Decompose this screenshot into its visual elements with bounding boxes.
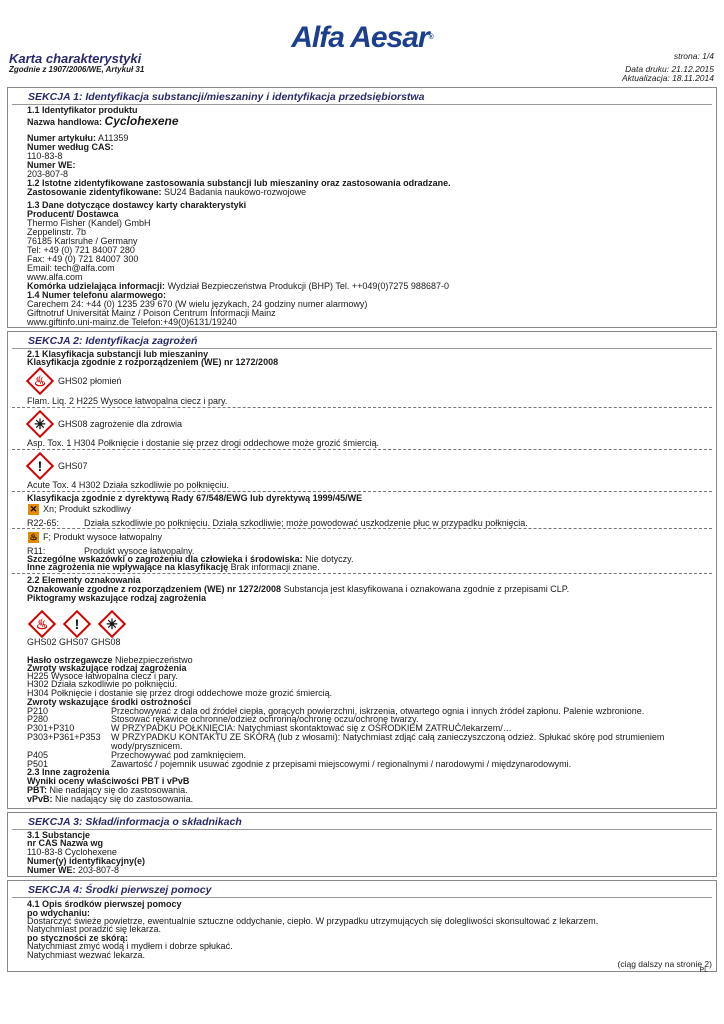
skin-label: po styczności ze skórą: bbox=[27, 933, 129, 943]
vpvb-result: vPvB: Nie nadający się do zastosowania. bbox=[27, 794, 194, 804]
we-number: Numer WE: 203-807-8 bbox=[27, 865, 120, 875]
update-date: Aktualizacja: 18.11.2014 bbox=[622, 73, 714, 83]
prec-code: P280 bbox=[27, 714, 49, 724]
cas-name-value: 110-83-8 Cyclohexene bbox=[27, 847, 117, 857]
section-1 bbox=[7, 87, 717, 328]
trade-name: Nazwa handlowa: Cyclohexene bbox=[27, 114, 179, 128]
r22-65-text: Działa szkodliwie po połknięciu. Działa szkodliwie; może powodować uszkodzenie płuc w przypadku połknięcia. bbox=[84, 518, 528, 528]
trade-name-value: Cyclohexene bbox=[104, 114, 179, 128]
prec-text: Stosować rękawice ochronne/odzież ochronną/ochronę oczu/ochronę twarzy. bbox=[111, 714, 419, 724]
heading-3-1: 3.1 Substancje bbox=[27, 830, 91, 840]
prec-code: P405 bbox=[27, 750, 49, 760]
heading-4-1: 4.1 Opis środków pierwszej pomocy bbox=[27, 899, 182, 909]
continued-note: (ciąg dalszy na stronie 2) bbox=[617, 959, 712, 969]
prec-code: P303+P361+P353 bbox=[27, 732, 101, 742]
heading-1-4: 1.4 Numer telefonu alarmowego: bbox=[27, 290, 167, 300]
dsd-classification-label: Klasyfikacja zgodnie z dyrektywą Rady 67/548/EWG lub dyrektywą 1999/45/WE bbox=[27, 493, 363, 503]
clp-classification-label: Klasyfikacja zgodnie z rozporządzeniem (WE) nr 1272/2008 bbox=[27, 357, 279, 367]
skin-line: Natychmiast wezwać lekarza. bbox=[27, 950, 146, 960]
heading-1-3: 1.3 Dane dotyczące dostawcy karty charakterystyki bbox=[27, 200, 247, 210]
section-1-title: SEKCJA 1: Identyfikacja substancji/mieszaniny i identyfikacja przedsiębiorstwa bbox=[28, 91, 425, 103]
cas-label: Numer według CAS: bbox=[27, 142, 114, 152]
acute-classification: Acute Tox. 4 H302 Działa szkodliwie po połknięciu. bbox=[27, 480, 229, 490]
prec-text: Przechowywać pod zamknięciem. bbox=[111, 750, 247, 760]
language-code: PL bbox=[699, 967, 708, 974]
prec-text: W PRZYPADKU POŁKNIĘCIA: Natychmiast skontaktować się z OŚRODKIEM ZATRUĆ/lekarzem/… bbox=[111, 723, 512, 733]
precautionary-label: Zwroty wskazujące środki ostrożności bbox=[27, 697, 192, 707]
heading-2-3: 2.3 Inne zagrożenia bbox=[27, 767, 110, 777]
supplier-line: Fax: +49 (0) 721 84007 300 bbox=[27, 254, 139, 264]
hazard-statements-label: Zwroty wskazujące rodzaj zagrożenia bbox=[27, 663, 187, 673]
cas-value: 110-83-8 bbox=[27, 151, 63, 161]
emergency-line[interactable]: www.giftinfo.uni-mainz.de Telefon:+49(0)6131/19240 bbox=[27, 317, 237, 327]
heading-1-1: 1.1 Identyfikator produktu bbox=[27, 105, 138, 115]
section-2-title: SEKCJA 2: Identyfikacja zagrożeń bbox=[28, 335, 198, 347]
r11-text: Produkt wysoce łatwopalny. bbox=[84, 546, 195, 556]
page-number: strona: 1/4 bbox=[673, 51, 714, 61]
we-value: 203-807-8 bbox=[27, 169, 69, 179]
signal-word: Hasło ostrzegawcze Niebezpieczeństwo bbox=[27, 655, 193, 665]
xn-label: Xn; Produkt szkodliwy bbox=[43, 504, 132, 514]
prec-code: P210 bbox=[27, 706, 49, 716]
emergency-line: Carechem 24: +44 (0) 1235 239 670 (W wielu językach, 24 godziny numer alarmowy) bbox=[27, 299, 368, 309]
pbt-heading: Wyniki oceny właściwości PBT i vPvB bbox=[27, 776, 190, 786]
article-number: Numer artykułu: A11359 bbox=[27, 133, 129, 143]
we-label: Numer WE: bbox=[27, 160, 76, 170]
section-4-title: SEKCJA 4: Środki pierwszej pomocy bbox=[28, 884, 212, 896]
identified-use: Zastosowanie zidentyfikowane: SU24 Badania naukowo-rozwojowe bbox=[27, 187, 307, 197]
prec-code: P301+P310 bbox=[27, 723, 75, 733]
supplier-line: Thermo Fisher (Kandel) GmbH bbox=[27, 218, 151, 228]
supplier-label: Producent/ Dostawca bbox=[27, 209, 119, 219]
pictogram-codes: GHS02 GHS07 GHS08 bbox=[27, 637, 121, 647]
hazard-statement: H304 Połknięcie i dostanie się przez drogi oddechowe może grozić śmiercią. bbox=[27, 688, 333, 698]
prec-code: P501 bbox=[27, 759, 49, 769]
info-unit: Komórka udzielająca informacji: Wydział Bezpieczeństwa Produkcji (BHP) Tel. ++049(0)7275 988687-0 bbox=[27, 281, 449, 291]
section-3-title: SEKCJA 3: Skład/informacja o składnikach bbox=[28, 816, 242, 828]
hazard-statement: H225 Wysoce łatwopalna ciecz i pary. bbox=[27, 671, 178, 681]
f-label: F; Produkt wysoce łatwopalny bbox=[43, 532, 163, 542]
heading-2-2: 2.2 Elementy oznakowania bbox=[27, 575, 141, 585]
section-3 bbox=[7, 812, 717, 877]
document-subtitle: Zgodnie z 1907/2006/WE, Artykuł 31 bbox=[9, 65, 145, 74]
r22-65-code: R22-65: bbox=[27, 518, 60, 528]
ghs08-label: GHS08 zagrożenie dla zdrowia bbox=[58, 419, 183, 429]
supplier-email[interactable]: Email: tech@alfa.com bbox=[27, 263, 115, 273]
prec-text: W PRZYPADKU KONTAKTU ZE SKÓRĄ (lub z włosami): Natychmiast zdjąć całą zanieczyszczoną odzież. Spłukać skórę pod strumieniem bbox=[111, 732, 665, 742]
inhalation-line: Dostarczyć świeże powietrze, ewentualnie sztuczne oddychanie, ciepło. W przypadku utrzymujących się dolegliwości skonsultować z lekarzem. bbox=[27, 916, 599, 926]
supplier-line: Zeppelinstr. 7b bbox=[27, 227, 87, 237]
heading-2-1: 2.1 Klasyfikacja substancji lub mieszaniny bbox=[27, 349, 209, 359]
ghs02-label: GHS02 płomień bbox=[58, 376, 122, 386]
special-hazards: Szczególne wskazówki o zagrożeniu dla człowieka i środowiska: Nie dotyczy. bbox=[27, 554, 354, 564]
asp-classification: Asp. Tox. 1 H304 Połknięcie i dostanie się przez drogi oddechowe może grozić śmiercią. bbox=[27, 438, 380, 448]
prec-text: wody/prysznicem. bbox=[111, 741, 183, 751]
ghs07-label: GHS07 bbox=[58, 461, 88, 471]
print-date: Data druku: 21.12.2015 bbox=[625, 64, 714, 74]
document-title: Karta charakterystyki bbox=[9, 51, 142, 66]
supplier-line: Tel: +49 (0) 721 84007 280 bbox=[27, 245, 135, 255]
supplier-line: 76185 Karlsruhe / Germany bbox=[27, 236, 138, 246]
xn-harmful-icon: ✕ bbox=[29, 504, 38, 514]
section-2: SEKCJA 2: Identyfikacja zagrożeń 2.1 Klasyfikacja substancji lub mieszaniny Klasyfikacja zgodnie z rozporządzeniem (WE) nr 1272/2008 ♨ GHS02 płomień Flam. Liq. 2 H225 Wysoce łatwopalna ciecz i pary. ✳ GHS08 zagrożenie dla zdrowia Asp. Tox. 1 H304 Połknięcie i dostanie się przez drogi oddechowe może grozić śmiercią. ! GHS07 Acute Tox. 4 H302 Działa szkodliwie po połknięciu. Klasyfikacja zgodnie z dyrektywą Rady 67/548/EWG lub dyrektywą 1999/45/WE ✕ Xn; Produkt szkodliwy R22-65: Działa szkodliwie po połknięciu. Działa szkodliwie; może powodować uszkodzenie płuc w przypadku połknięcia. ♨ F; Produkt wysoce łatwopalny R11: Produkt wysoce łatwopalny. Szczególne wskazówki o zagrożeniu dla człowieka i środowiska: Nie dotyczy. Inne zagrożenia nie wpływające na klasyfikację Brak informacji znane. 2.2 Elementy oznakowania Oznakowanie zgodne z rozporządzeniem (WE) nr 1272/2008 Substancja jest klasyfikowana i oznakowana zgodnie z przepisami CLP. Piktogramy wskazujące rodzaj zagrożenia ♨ ! ✳ GHS02 GHS07 GHS08 Hasło ostrzegawcze Niebezpieczeństwo Zwroty wskazujące rodzaj zagrożenia H225 Wysoce łatwopalna ciecz i pary. H302 Działa szkodliwie po połknięciu. H304 Połknięcie i dostanie się przez drogi oddechowe może grozić śmiercią. Zwroty wskazujące środki ostrożności P210 Przechowywać z dala od źródeł ciepła, gorących powierzchni, iskrzenia, otwartego ognia i innych źródeł zapłonu. Palenie wzbronione. P280 Stosować rękawice ochronne/odzież ochronną/ochronę oczu/ochronę twarzy. P301+P310 W PRZYPADKU POŁKNIĘCIA: Natychmiast skontaktować się z OŚRODKIEM ZATRUĆ/lekarzem/… P303+P361+P353 W PRZYPADKU KONTAKTU ZE SKÓRĄ (lub z włosami): Natychmiast zdjąć całą zanieczyszczoną odzież. Spłukać skórę pod strumieniem wody/prysznicem. P405 Przechowywać pod zamknięciem. P501 Zawartość / pojemnik usuwać zgodnie z przepisami miejscowymi / regionalnymi / narodowymi / międzynarodowymi. 2.3 Inne zagrożenia Wyniki oceny właściwości PBT i vPvB PBT: Nie nadający się do zastosowania. vPvB: Nie nadający się do zastosowania. bbox=[7, 331, 717, 809]
company-logo: Alfa Aesar® bbox=[291, 21, 433, 54]
cas-name-label: nr CAS Nazwa wg bbox=[27, 838, 104, 848]
section-4 bbox=[7, 880, 717, 972]
emergency-line: Giftnotruf Universität Mainz / Poison Centrum Informacji Mainz bbox=[27, 308, 276, 318]
skin-line: Natychmiast zmyć wodą i mydłem i dobrze spłukać. bbox=[27, 941, 233, 951]
inhalation-label: po wdychaniu: bbox=[27, 908, 90, 918]
supplier-website[interactable]: www.alfa.com bbox=[27, 272, 83, 282]
r11-code: R11: bbox=[27, 546, 46, 556]
f-flammable-icon: ♨ bbox=[29, 532, 38, 542]
heading-1-2: 1.2 Istotne zidentyfikowane zastosowania substancji lub mieszaniny oraz zastosowania odradzane. bbox=[27, 178, 451, 188]
other-hazards: Inne zagrożenia nie wpływające na klasyfikację Brak informacji znane. bbox=[27, 562, 320, 572]
prec-text: Zawartość / pojemnik usuwać zgodnie z przepisami miejscowymi / regionalnymi / narodowymi / międzynarodowymi. bbox=[111, 759, 572, 769]
prec-text: Przechowywać z dala od źródeł ciepła, gorących powierzchni, iskrzenia, otwartego ognia i innych źródeł zapłonu. Palenie wzbronione. bbox=[111, 706, 645, 716]
pbt-result: PBT: Nie nadający się do zastosowania. bbox=[27, 785, 188, 795]
pictograms-label: Piktogramy wskazujące rodzaj zagrożenia bbox=[27, 593, 207, 603]
hazard-statement: H302 Działa szkodliwie po połknięciu. bbox=[27, 679, 178, 689]
inhalation-line: Natychmiast poradzić się lekarza. bbox=[27, 924, 162, 934]
clp-labelling: Oznakowanie zgodne z rozporządzeniem (WE) nr 1272/2008 Substancja jest klasyfikowana i oznakowana zgodnie z przepisami CLP. bbox=[27, 584, 570, 594]
flam-classification: Flam. Liq. 2 H225 Wysoce łatwopalna ciecz i pary. bbox=[27, 396, 228, 406]
identifiers-label: Numer(y) identyfikacyjny(e) bbox=[27, 856, 146, 866]
